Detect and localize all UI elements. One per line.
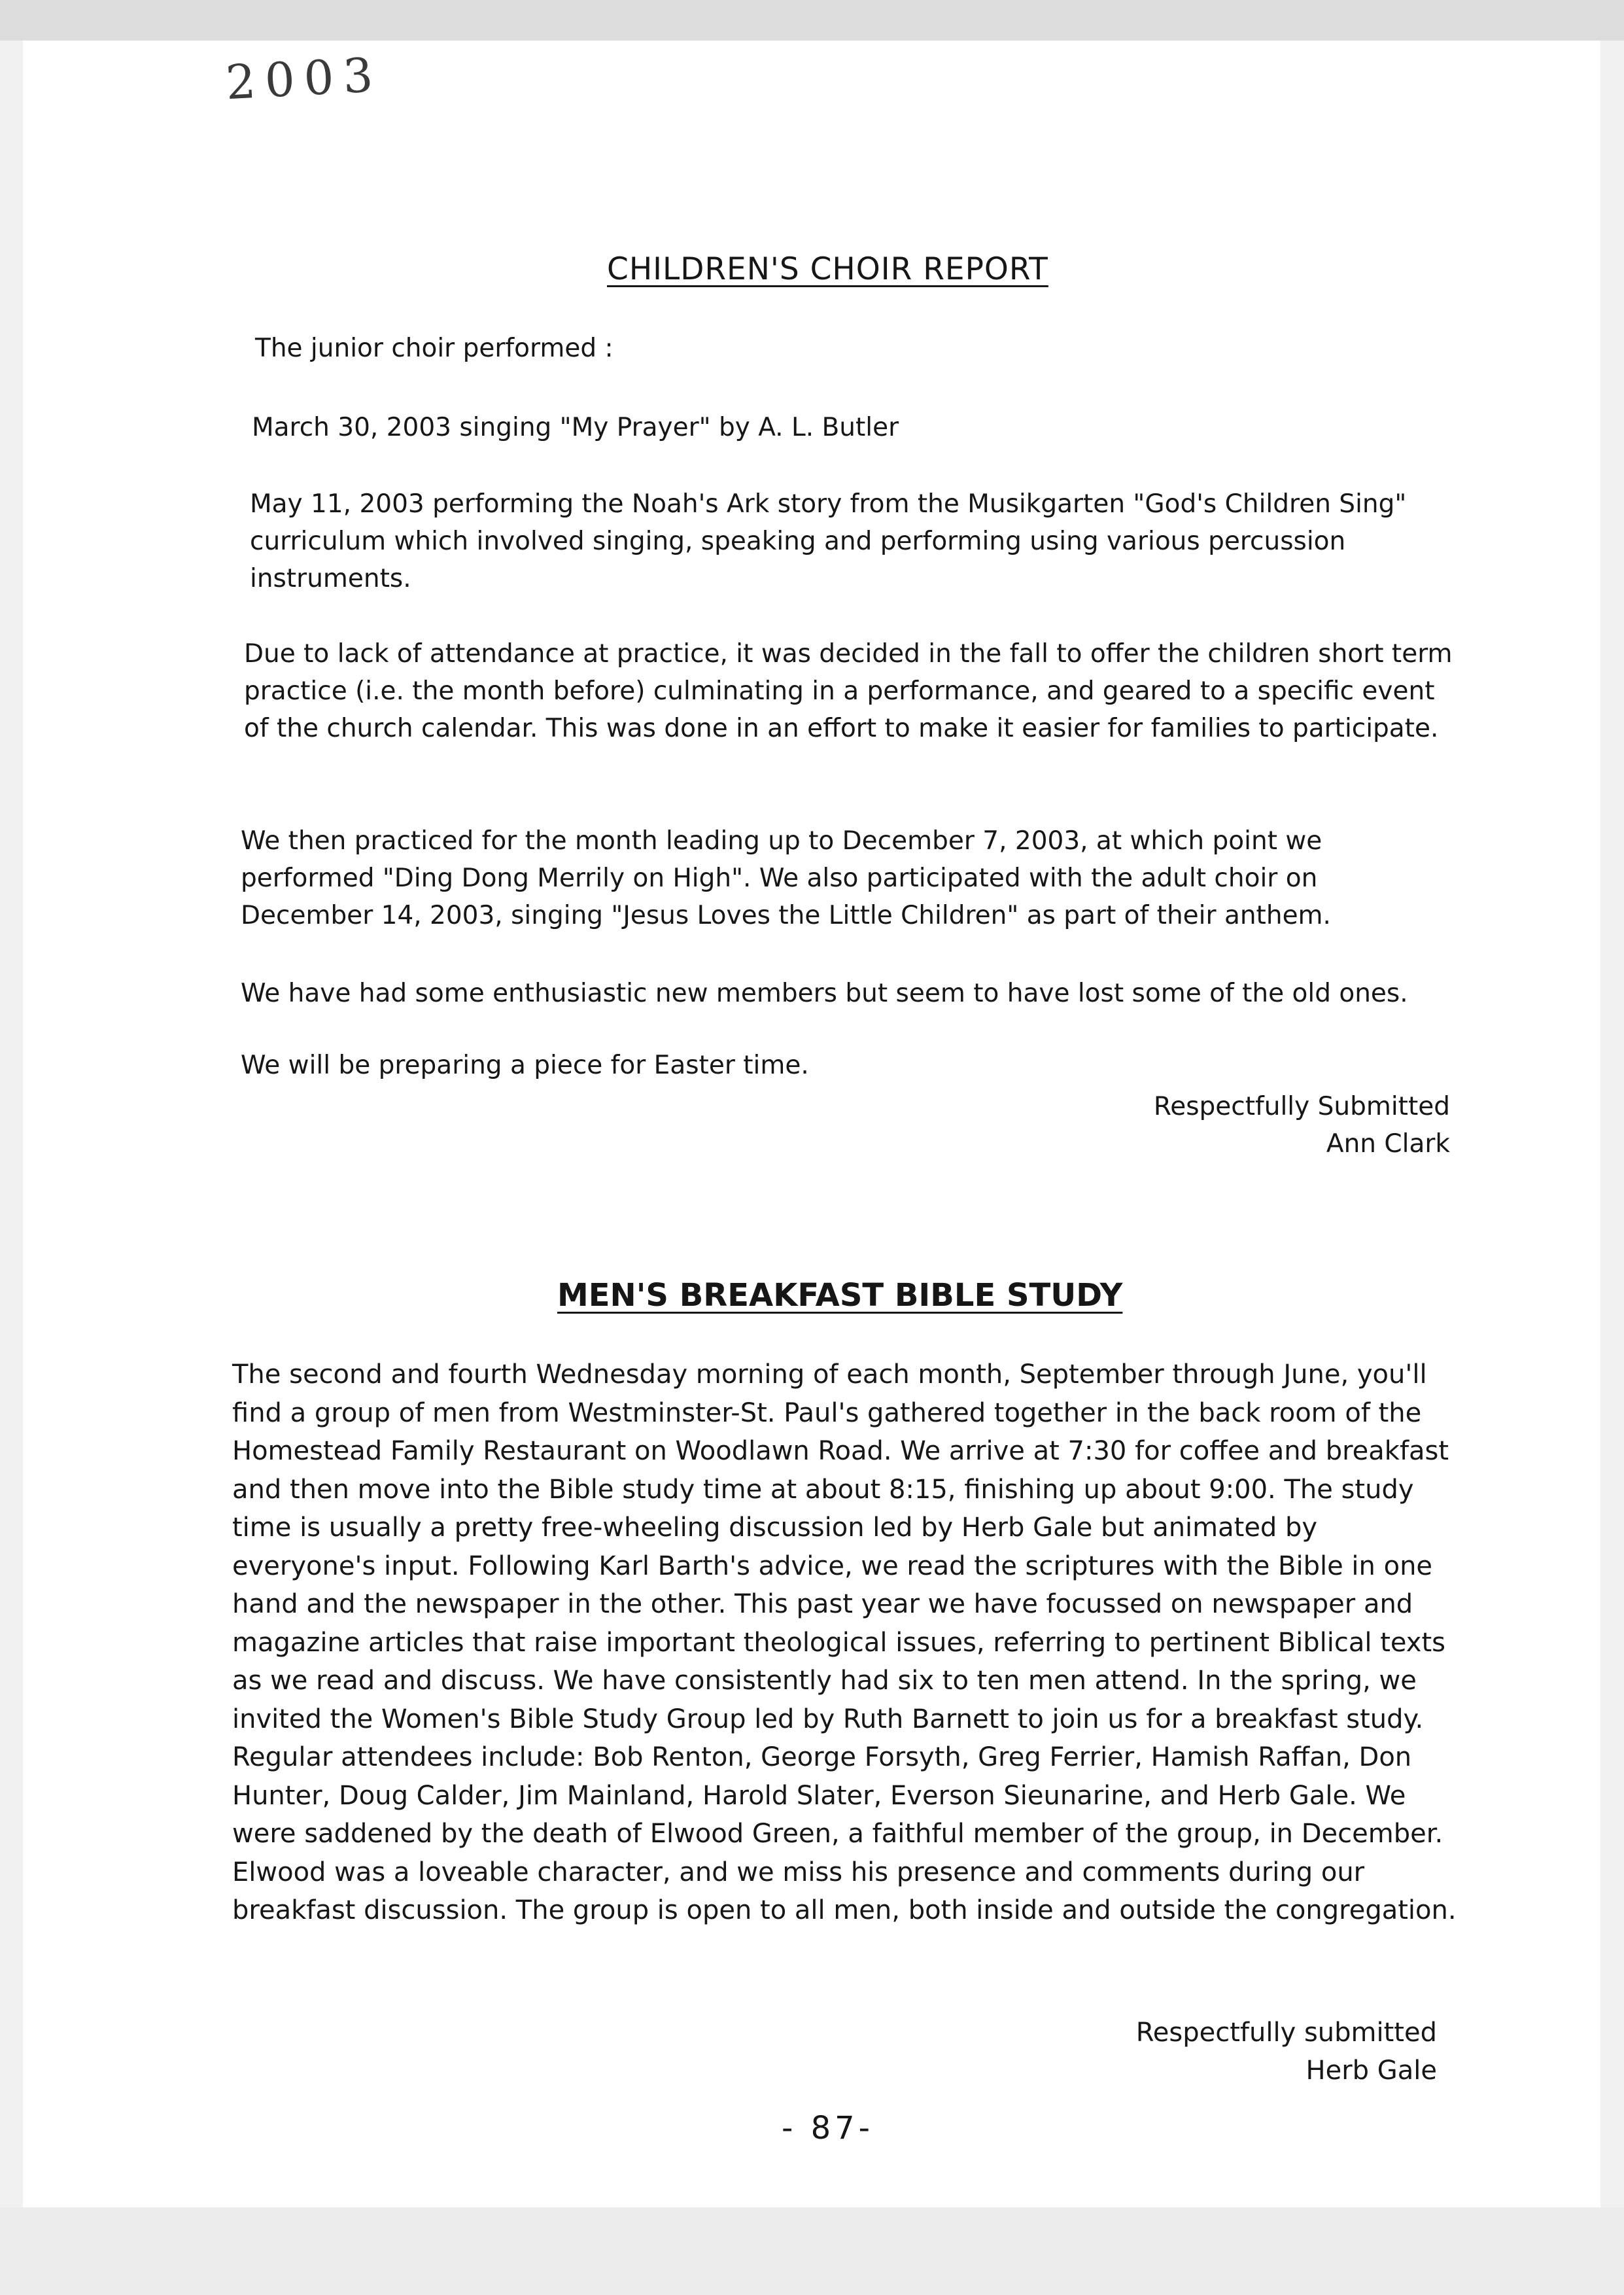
choir-easter-paragraph: We will be preparing a piece for Easter time. [241, 1051, 809, 1080]
bible-study-signoff-line: Respectfully submitted [1135, 2018, 1437, 2048]
choir-march-performance: March 30, 2003 singing "My Prayer" by A. L. Butler [252, 413, 899, 442]
bible-study-body: The second and fourth Wednesday morning of each month, September through June, you'll find a group of men from Westminster-St. Paul's gathered together in the back room of the Homestead Family Restaurant on Woodlawn Road. We arrive at 7:30 for coffee and breakfast and then move into the Bible study time at about 8:15, finishing up about 9:00. The study time is usually a pretty free-wheeling discussion led by Herb Gale but animated by everyone's input. Following Karl Barth's advice, we read the scriptures with the Bible in one hand and the newspaper in the other. This past year we have focussed on newspaper and magazine articles that raise important theological issues, referring to pertinent Biblical texts as we read and discuss. We have consistently had six to ten men attend. In the spring, we invited the Women's Bible Study Group led by Ruth Barnett to join us for a breakfast study. Regular attendees include: Bob Renton, George Forsyth, Greg Ferrier, Hamish Raffan, Don Hunter, Doug Calder, Jim Mainland, Harold Slater, Everson Sieunarine, and Herb Gale. We were saddened by the death of Elwood Green, a faithful member of the group, in December. Elwood was a loveable character, and we miss his presence and comments during our breakfast discussion. The group is open to all men, both inside and outside the congregation. [232, 1359, 1457, 1925]
bible-study-signoff-name: Herb Gale [1305, 2056, 1437, 2086]
mens-bible-study-heading: MEN'S BREAKFAST BIBLE STUDY [557, 1277, 1123, 1314]
scan-bottom-edge [0, 2207, 1624, 2295]
page-number: - 87- [782, 2110, 874, 2146]
choir-may-performance: May 11, 2003 performing the Noah's Ark story from the Musikgarten "God's Children Sing" curriculum which involved singing, speaking and performing using various percussion instruments. [250, 489, 1407, 593]
choir-signoff [1154, 1088, 1450, 1163]
choir-signoff-line: Respectfully Submitted [1153, 1092, 1450, 1121]
choir-signoff-name: Ann Clark [1326, 1129, 1450, 1159]
childrens-choir-heading: CHILDREN'S CHOIR REPORT [607, 251, 1048, 287]
handwritten-year: 2003 [224, 46, 384, 111]
scan-top-edge [0, 0, 1624, 41]
choir-attendance-paragraph: Due to lack of attendance at practice, it was decided in the fall to offer the children short term practice (i.e. the month before) culminating in a performance, and geared to a specific event of the church calendar. This was done in an effort to make it easier for families to participate. [244, 639, 1453, 743]
choir-intro: The junior choir performed : [255, 334, 613, 363]
choir-december-paragraph: We then practiced for the month leading up to December 7, 2003, at which point we performed "Ding Dong Merrily on High". We also participated with the adult choir on December 14, 2003, singing "Jesus Loves the Little Children" as part of their anthem. [241, 826, 1331, 930]
bible-study-signoff [1136, 2014, 1437, 2090]
choir-members-paragraph: We have had some enthusiastic new members but seem to have lost some of the old ones. [241, 979, 1408, 1008]
